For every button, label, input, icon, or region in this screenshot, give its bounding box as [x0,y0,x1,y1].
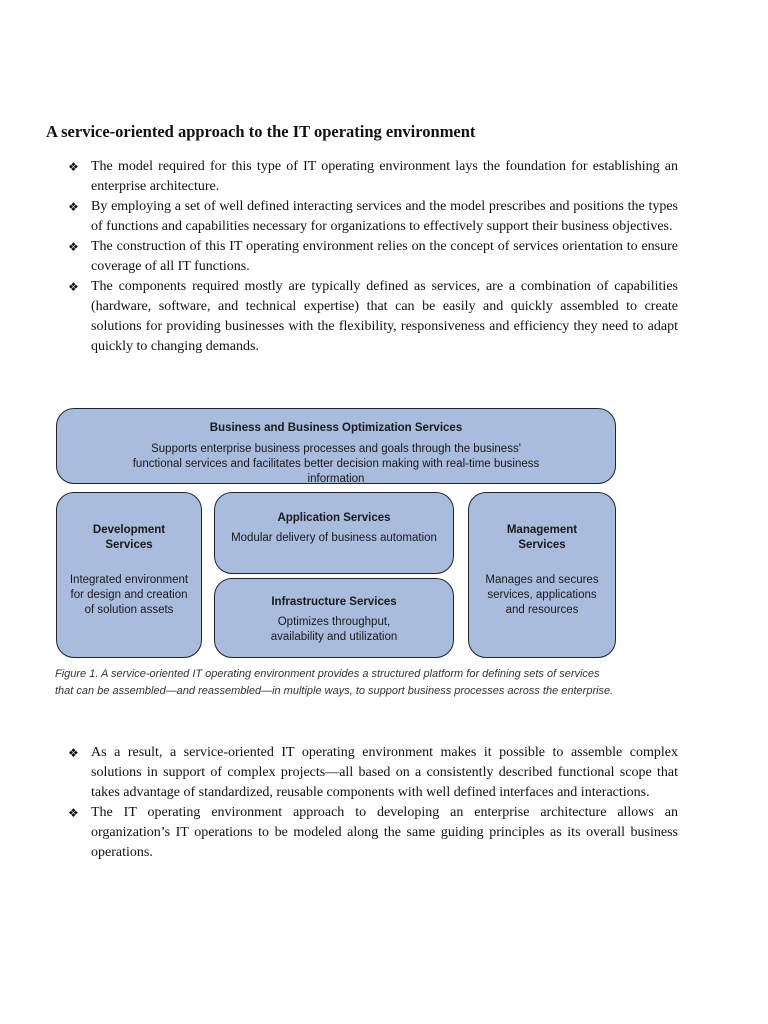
bullet-text: As a result, a service-oriented IT operating environment makes it possible to assemble complex solutions in support of complex projects—all based on a consistently described functional scope that takes advantage of standardized, reusable components with well defined interfaces and interactions. [91,745,678,800]
bullet-text: The components required mostly are typically defined as services, are a combination of capabilities (hardware, software, and technical expertise) that can be easily and quickly assembled to create solutions for providing businesses with the flexibility, responsiveness and efficiency they need to adapt quickly to changing demands. [91,279,678,354]
architecture-figure [52,404,622,724]
box-description: Manages and secures services, applications and resources [485,574,599,616]
bullet-text: The IT operating environment approach to developing an enterprise architecture allows an organization’s IT operations to be modeled along the same guiding principles as its overall business operations. [91,805,678,860]
bullet-text: The construction of this IT operating environment relies on the concept of services orientation to ensure coverage of all IT functions. [91,239,678,274]
application-services-box [214,492,454,574]
bullet-text: By employing a set of well defined interacting services and the model prescribes and positions the types of functions and capabilities necessary for organizations to effectively support their business objectives. [91,199,678,234]
diamond-bullet-icon: ❖ [68,160,79,174]
bullet-item [68,157,678,197]
box-description: Modular delivery of business automation [231,532,437,544]
figure-caption: Figure 1. A service-oriented IT operating environment provides a structured platform for defining sets of services that can be assembled—and reassembled—in multiple ways, to support business processes across the enterprise. [55,668,614,697]
bullet-item [68,237,678,277]
diamond-bullet-icon: ❖ [68,280,79,294]
diamond-bullet-icon: ❖ [68,240,79,254]
bullet-item [68,803,678,863]
management-services-box [468,492,616,658]
box-description: Integrated environment for design and creation of solution assets [69,574,189,616]
box-description: Supports enterprise business processes and goals through the business' functional services and facilitates better decision making with real-time business information [132,443,540,485]
box-title: Infrastructure Services [271,596,397,608]
bullet-item [68,743,678,803]
box-title: Management Services [506,524,578,551]
business-optimization-services-box [56,408,616,484]
box-title: Development Services [92,524,166,551]
page-heading: A service-oriented approach to the IT operating environment [46,122,476,141]
bullet-list-bottom [68,743,678,863]
box-description: Optimizes throughput, availability and utilization [270,616,398,643]
bullet-item [68,197,678,237]
bullet-text: The model required for this type of IT operating environment lays the foundation for establishing an enterprise architecture. [91,159,678,194]
development-services-box [56,492,202,658]
box-title: Application Services [277,512,391,524]
box-title: Business and Business Optimization Services [209,422,463,434]
bullet-list-top [68,157,678,357]
diamond-bullet-icon: ❖ [68,200,79,214]
diamond-bullet-icon: ❖ [68,746,79,760]
infrastructure-services-box [214,578,454,658]
bullet-item [68,277,678,357]
diamond-bullet-icon: ❖ [68,806,79,820]
